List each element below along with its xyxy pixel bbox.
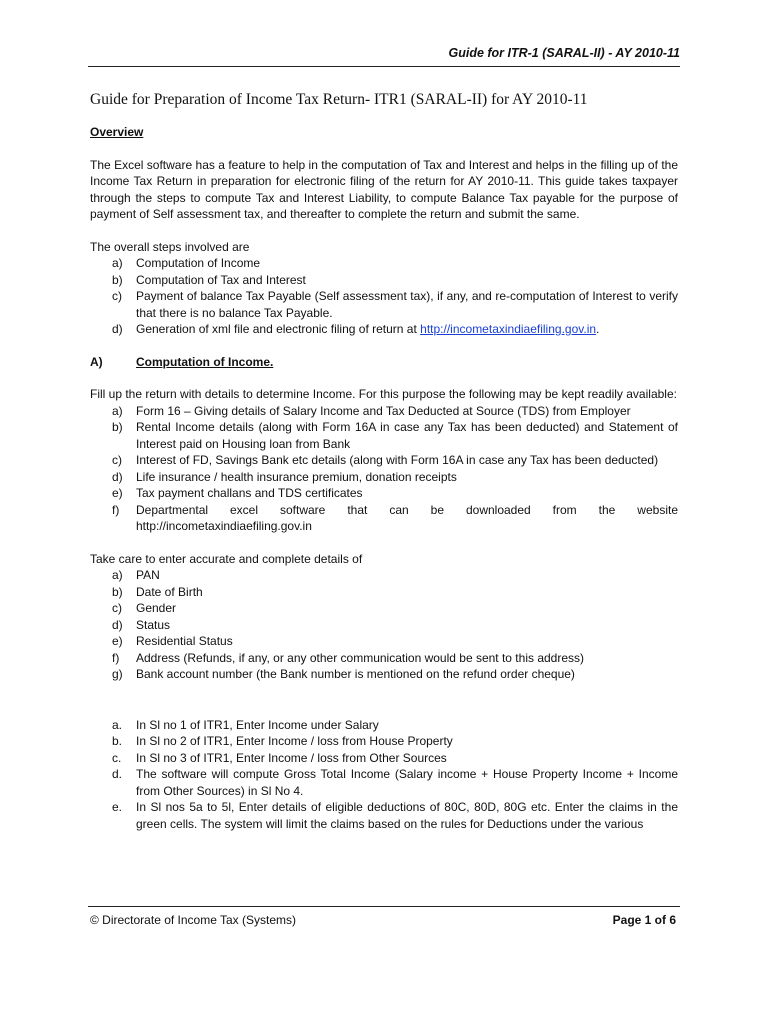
list-item [90, 633, 678, 650]
list-marker: d) [112, 469, 123, 484]
list-marker: f) [112, 502, 120, 517]
section-a-title: Computation of Income. [136, 354, 274, 369]
list-marker: a. [112, 717, 123, 732]
list-item-text: Tax payment challans and TDS certificates [136, 486, 363, 500]
efiling-link[interactable]: http://incometaxindiaefiling.gov.in [420, 322, 597, 336]
list-marker: e) [112, 486, 123, 500]
list-marker: g) [112, 667, 123, 681]
list-item [90, 799, 678, 832]
list-item [90, 452, 678, 469]
list-item [90, 650, 678, 667]
list-item [90, 419, 678, 452]
list-item-text: The software will compute Gross Total Income (Salary income + House Property Income + Income from Other Sources) in Sl No 4. [136, 767, 678, 798]
list-marker: a) [112, 403, 123, 418]
list-item [90, 485, 678, 502]
spacer [90, 699, 678, 717]
overall-steps-list [90, 255, 678, 338]
list-item-text: Status [136, 617, 171, 632]
list-item [90, 617, 678, 634]
list-item [90, 666, 678, 683]
list-item [90, 600, 678, 617]
item-f-url: http://incometaxindiaefiling.gov.in [136, 519, 312, 533]
list-marker: f) [112, 650, 120, 665]
care-intro: Take care to enter accurate and complete details of [90, 551, 363, 566]
list-marker: e) [112, 634, 123, 648]
document-body [90, 90, 678, 848]
list-item [90, 288, 678, 321]
list-item-text: In Sl no 1 of ITR1, Enter Income under Salary [136, 717, 379, 732]
list-item-text [136, 502, 678, 535]
list-item-text: Payment of balance Tax Payable (Self assessment tax), if any, and re-computation of Interest to verify that there is no balance Tax Payable. [136, 289, 678, 320]
list-marker: b) [112, 420, 123, 434]
step-d-suffix: . [596, 322, 600, 336]
list-marker: c. [112, 750, 122, 765]
care-details-list [90, 567, 678, 683]
list-item [90, 766, 678, 799]
list-item [90, 733, 678, 750]
list-item [90, 272, 678, 289]
list-item [90, 584, 678, 601]
list-item [90, 502, 678, 535]
entry-steps-list [90, 717, 678, 833]
list-item [90, 403, 678, 420]
list-item-text: Life insurance / health insurance premium, donation receipts [136, 469, 457, 484]
list-item-text: Computation of Income [136, 256, 261, 270]
list-item-text: In Sl no 2 of ITR1, Enter Income / loss from House Property [136, 734, 453, 748]
list-item-text: Interest of FD, Savings Bank etc details (along with Form 16A in case any Tax has been deducted) [136, 453, 659, 467]
list-item-text: Address (Refunds, if any, or any other communication would be sent to this address) [136, 650, 585, 665]
overview-paragraph: The Excel software has a feature to help in the computation of Tax and Interest and helps in the filling up of the Income Tax Return in preparation for electronic filing of the return for AY 2010-11. This guide takes taxpayer through the steps to compute Tax and Interest Liability, to compute Balance Tax payable for the purpose of payment of Self assessment tax, and thereafter to complete the return and submit the same. [90, 157, 678, 221]
list-item-text: Bank account number (the Bank number is mentioned on the refund order cheque) [136, 667, 575, 681]
list-marker: d. [112, 767, 123, 781]
list-marker: d) [112, 322, 123, 336]
list-item [90, 469, 678, 486]
list-item-text: In Sl no 3 of ITR1, Enter Income / loss from Other Sources [136, 750, 447, 765]
list-item-text: In Sl nos 5a to 5l, Enter details of eligible deductions of 80C, 80D, 80G etc. Enter the claims in the green cells. The system will limit the claims based on the rules for Deductions under the various [136, 800, 678, 831]
list-item-text: Computation of Tax and Interest [136, 272, 306, 287]
list-item-text: Gender [136, 601, 177, 615]
list-item-text: Rental Income details (along with Form 16A in case any Tax has been deducted) and Statement of Interest paid on Housing loan from Bank [136, 420, 678, 451]
footer-divider [88, 906, 680, 907]
list-item [90, 321, 678, 338]
list-marker: a) [112, 256, 123, 270]
list-marker: a) [112, 568, 123, 582]
steps-intro: The overall steps involved are [90, 239, 250, 254]
section-a-label: A) [90, 354, 103, 369]
documents-list [90, 403, 678, 535]
list-marker: b) [112, 272, 123, 287]
list-item [90, 255, 678, 272]
list-marker: b. [112, 734, 123, 748]
list-marker: c) [112, 289, 122, 303]
page-number: Page 1 of 6 [612, 913, 676, 927]
list-marker: e. [112, 800, 123, 814]
section-a-heading [90, 354, 678, 371]
header-divider [88, 66, 680, 67]
list-item-text: PAN [136, 568, 160, 582]
list-item [90, 717, 678, 734]
list-item-text: Date of Birth [136, 584, 203, 599]
item-f-line1: Departmental excel software that can be downloaded from the website [136, 502, 678, 517]
list-marker: c) [112, 453, 122, 467]
list-marker: c) [112, 601, 122, 615]
footer-copyright: © Directorate of Income Tax (Systems) [90, 913, 297, 927]
list-item [90, 750, 678, 767]
list-marker: d) [112, 617, 123, 632]
list-item-text: Form 16 – Giving details of Salary Income and Tax Deducted at Source (TDS) from Employer [136, 403, 631, 418]
list-item-text [136, 321, 678, 338]
list-marker: b) [112, 584, 123, 599]
document-title: Guide for Preparation of Income Tax Return- ITR1 (SARAL-II) for AY 2010-11 [90, 91, 588, 108]
list-item-text: Residential Status [136, 634, 233, 648]
list-item [90, 567, 678, 584]
section-a-intro: Fill up the return with details to determine Income. For this purpose the following may be kept readily available: [90, 387, 677, 401]
step-d-text: Generation of xml file and electronic filing of return at [136, 322, 421, 336]
running-header: Guide for ITR-1 (SARAL-II) - AY 2010-11 [448, 46, 680, 60]
overview-heading: Overview [90, 125, 144, 139]
